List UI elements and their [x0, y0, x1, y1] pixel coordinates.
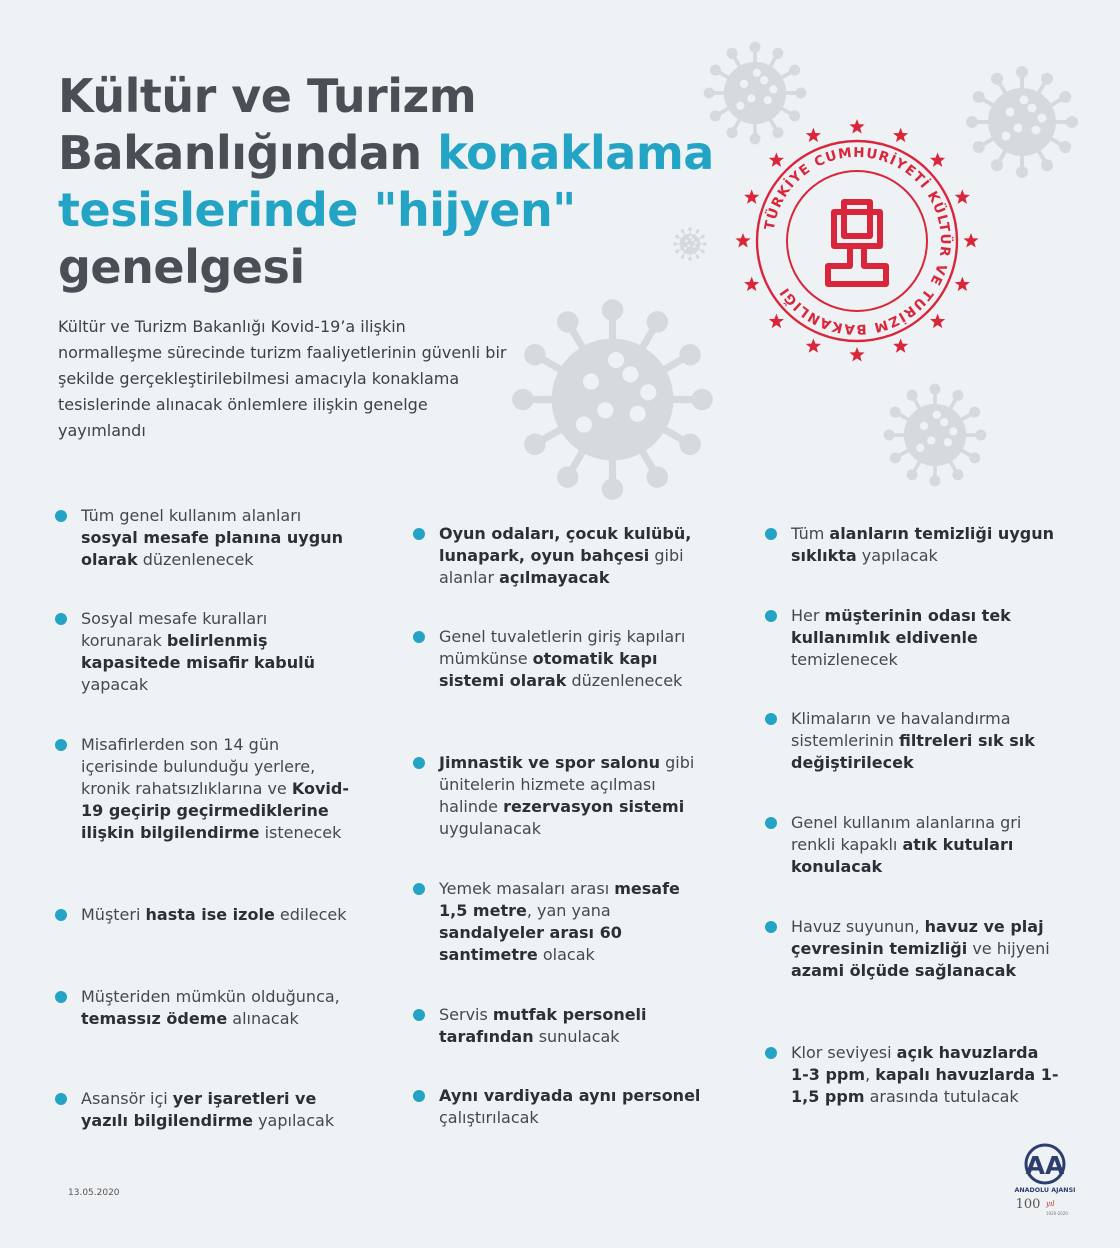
bullet-item: [413, 752, 709, 840]
bullet-item: [55, 505, 351, 571]
bullet-text-bold: otomatik kapı sistemi olarak: [439, 649, 658, 690]
bullet-text: Müşteriden mümkün olduğunca,: [81, 987, 340, 1006]
bullet-text-bold: rezervasyon sistemi: [503, 797, 685, 816]
bullet-text-bold: filtreleri sık sık değiştirilecek: [791, 731, 1035, 772]
bullet-text: Her: [791, 606, 825, 625]
bullet-text-bold: yer işaretleri ve yazılı bilgilendirme: [81, 1089, 317, 1130]
bullet-text: Servis: [439, 1005, 493, 1024]
bullet-text: Genel kullanım alanlarına gri renkli kapaklı: [791, 813, 1022, 854]
bullet-item: [765, 708, 1061, 774]
bullet-text: Müşteri: [81, 905, 146, 924]
virus-decoration-large: [505, 292, 720, 507]
bullet-text-bold: temassız ödeme: [81, 1009, 228, 1028]
bullet-dot-icon: [413, 1090, 425, 1102]
logo-anniversary-word: yıl: [1046, 1200, 1055, 1208]
bullet-text: düzenlenecek: [566, 671, 683, 690]
bullet-item: [55, 734, 351, 844]
bullet-item: [413, 1085, 709, 1129]
bullet-dot-icon: [413, 757, 425, 769]
bullet-dot-icon: [55, 909, 67, 921]
bullet-text-bold: Aynı vardiyada aynı personel: [439, 1086, 701, 1105]
title-line-3-highlight: tesislerinde "hijyen": [58, 183, 576, 237]
bullet-text: gibi alanlar: [439, 546, 684, 587]
logo-anniversary: 100: [1015, 1197, 1041, 1212]
bullet-text-bold: atık kutuları konulacak: [791, 835, 1014, 876]
bullet-dot-icon: [413, 631, 425, 643]
title-line-2-highlight: konaklama: [437, 126, 714, 180]
bullet-text: ,: [865, 1065, 876, 1084]
bullet-item: [55, 904, 351, 926]
bullet-text: Klor seviyesi: [791, 1043, 897, 1062]
bullet-text: olacak: [537, 945, 595, 964]
bullet-text-bold: açık havuzlarda 1-3 ppm: [791, 1043, 1039, 1084]
bullet-dot-icon: [765, 921, 777, 933]
bullet-text: yapacak: [81, 675, 149, 694]
page-title: [58, 68, 738, 296]
bullet-text: Misafirlerden son 14 gün içerisinde bulunduğu yerlere, kronik rahatsızlıklarına ve: [81, 735, 316, 798]
virus-decoration-right: [880, 380, 990, 490]
bullet-item: [765, 916, 1061, 982]
bullet-text: çalıştırılacak: [439, 1108, 539, 1127]
bullet-item: [55, 608, 351, 696]
bullet-text: Havuz suyunun,: [791, 917, 925, 936]
bullet-text: istenecek: [259, 823, 342, 842]
bullet-text: düzenlenecek: [137, 550, 254, 569]
bullet-text-bold: kapalı havuzlarda 1-1,5 ppm: [791, 1065, 1059, 1106]
bullet-text: edilecek: [274, 905, 347, 924]
bullet-text: yapılacak: [253, 1111, 335, 1130]
publish-date: 13.05.2020: [68, 1188, 120, 1198]
bullet-text-bold: hasta ise izole: [145, 905, 275, 924]
bullet-text-bold: mesafe 1,5 metre: [439, 879, 680, 920]
bullet-item: [55, 1088, 351, 1132]
bullet-text-bold: Oyun odaları, çocuk kulübü, lunapark, oyun bahçesi: [439, 524, 692, 565]
bullet-dot-icon: [55, 613, 67, 625]
bullet-item: [413, 1004, 709, 1048]
bullet-text-bold: belirlenmiş kapasitede misafir kabulü: [81, 631, 316, 672]
bullet-text-bold: alanların temizliği uygun sıklıkta: [791, 524, 1054, 565]
intro-text: Kültür ve Turizm Bakanlığı Kovid-19’a ilişkin normalleşme sürecinde turizm faaliyetlerinin güvenli bir şekilde gerçekleştirilebilmesi amacıyla konaklama tesislerinde alınacak önlemlere ilişkin genelge yayımlandı: [58, 317, 507, 440]
bullet-item: [765, 1042, 1061, 1108]
bullet-text: Tüm: [791, 524, 830, 543]
bullet-text-bold: sosyal mesafe planına uygun olarak: [81, 528, 343, 569]
bullet-dot-icon: [765, 610, 777, 622]
bullet-text: gibi ünitelerin hizmete açılması halinde: [439, 753, 695, 816]
bullet-text-bold: mutfak personeli tarafından: [439, 1005, 647, 1046]
bullet-text: Genel tuvaletlerin giriş kapıları mümkünse: [439, 627, 686, 668]
bullet-text-bold: sandalyeler arası 60 santimetre: [439, 923, 622, 964]
bullet-dot-icon: [413, 1009, 425, 1021]
bullet-item: [765, 605, 1061, 671]
bullet-dot-icon: [55, 1093, 67, 1105]
title-line-4: genelgesi: [58, 240, 305, 294]
bullet-dot-icon: [413, 528, 425, 540]
bullet-text-bold: azami ölçüde sağlanacak: [791, 961, 1017, 980]
seal-ring-text: TÜRKİYE CUMHURİYETİ KÜLTÜR VE TURİZM BAKANLIĞI: [761, 144, 954, 338]
bullet-text: , yan yana: [526, 901, 611, 920]
title-line-1: Kültür ve Turizm: [58, 69, 477, 123]
bullet-text: Yemek masaları arası: [439, 879, 615, 898]
bullet-dot-icon: [55, 991, 67, 1003]
bullet-text-bold: açılmayacak: [499, 568, 610, 587]
bullet-dot-icon: [765, 1047, 777, 1059]
bullet-text: sunulacak: [533, 1027, 620, 1046]
bullet-text-bold: havuz ve plaj çevresinin temizliği: [791, 917, 1044, 958]
bullet-dot-icon: [765, 817, 777, 829]
bullet-dot-icon: [765, 528, 777, 540]
bullet-item: [413, 523, 709, 589]
bullet-text: uygulanacak: [439, 819, 541, 838]
ministry-seal-icon: [732, 116, 982, 366]
logo-years: 1920-2020: [1046, 1211, 1068, 1216]
bullet-text-bold: Kovid-19 geçirip geçirmediklerine ilişkin bilgilendirme: [81, 779, 349, 842]
bullet-dot-icon: [413, 883, 425, 895]
bullet-text: Sosyal mesafe kuralları korunarak: [81, 609, 268, 650]
bullet-text: Asansör içi: [81, 1089, 173, 1108]
bullet-text: Klimaların ve havalandırma sistemlerinin: [791, 709, 1011, 750]
bullet-item: [55, 986, 351, 1030]
logo-mark: AA: [1025, 1151, 1065, 1180]
bullet-dot-icon: [765, 713, 777, 725]
bullet-item: [765, 523, 1061, 567]
bullet-text-bold: Jimnastik ve spor salonu: [439, 753, 661, 772]
logo-name: ANADOLU AJANSI: [1014, 1187, 1076, 1194]
bullet-dot-icon: [55, 739, 67, 751]
bullet-text-bold: müşterinin odası tek kullanımlık eldivenle: [791, 606, 1011, 647]
bullet-text: yapılacak: [856, 546, 938, 565]
bullet-item: [413, 626, 709, 692]
bullet-item: [765, 812, 1061, 878]
bullet-item: [413, 878, 709, 966]
bullet-text: ve hijyeni: [967, 939, 1050, 958]
bullet-dot-icon: [55, 510, 67, 522]
bullet-text: temizlenecek: [791, 650, 898, 669]
bullet-text: Tüm genel kullanım alanları: [81, 506, 302, 525]
title-line-2: Bakanlığından: [58, 126, 438, 180]
anadolu-ajansi-logo-icon: [1010, 1142, 1080, 1222]
bullet-text: arasında tutulacak: [864, 1087, 1019, 1106]
bullet-text: alınacak: [227, 1009, 299, 1028]
